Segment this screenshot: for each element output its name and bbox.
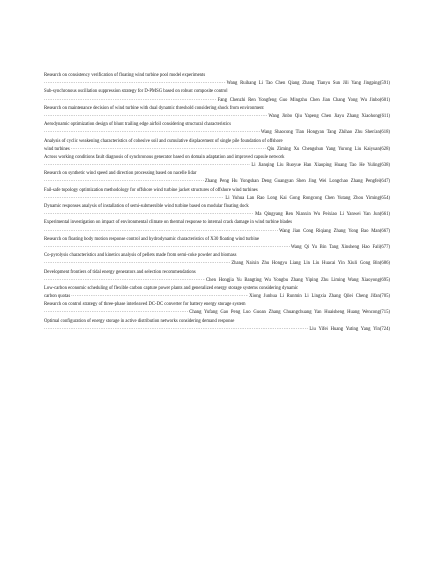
author-line [44, 146, 390, 154]
page-number: (601) [379, 97, 390, 103]
authors: Li Yuhua Lan Rao Long Kai Gong Rongcong Chen Yutang Zhou Yiming [225, 195, 380, 201]
page-number: (667) [379, 228, 390, 234]
article-title: Dynamic responses analysis of installation of semi-submersible wind turbine based on modular floating dock [44, 204, 249, 209]
dot-leader [44, 277, 205, 285]
toc-entry [44, 121, 390, 137]
page-number: (661) [379, 212, 390, 218]
dot-leader [44, 129, 260, 137]
dot-leader [44, 80, 226, 88]
article-title: Research on floating body motion response control and hydrodynamic characteristics of X30 floating wind turbine [44, 236, 260, 242]
article-title-continuation: carbon quotas [44, 294, 71, 300]
authors: Liu Yifei Huang Yuting Yang Yin [309, 326, 380, 332]
toc-entry [44, 72, 390, 88]
author-line [44, 293, 390, 301]
toc-entry [44, 88, 390, 104]
toc-entry [44, 301, 390, 317]
dot-leader [44, 326, 308, 334]
authors: Chang Yufang Gao Peng Luo Guoan Zhang Chuangchuang Yan Huaisheng Huang Wencong [189, 310, 380, 316]
page-number: (654) [379, 195, 390, 201]
author-line [44, 211, 390, 219]
page-number: (591) [379, 81, 390, 87]
article-title-continuation: wind turbines [44, 146, 70, 152]
author-line [44, 97, 390, 105]
author-line [44, 195, 390, 203]
toc-entry [44, 285, 390, 301]
article-title: Low-carbon economic scheduling of flexible carbon capture power plants and generalized energy storage systems considering dynamic [44, 285, 299, 291]
dot-leader [44, 195, 224, 203]
article-title: Development frontiers of tidal energy generators and selection recommendations [44, 269, 196, 275]
toc-entry [44, 187, 390, 203]
authors: Zhang Peng Hu Yongshan Deng Guangyan Shen Jing Wei Longchao Zhang Pengfei [204, 179, 380, 185]
page-number: (705) [379, 294, 390, 300]
page-number: (638) [379, 163, 390, 169]
toc-entry [44, 138, 390, 154]
authors: Ma Qingyang Ren Nianxin Wu Peixiao Li Yanwei Yan Jun [255, 212, 380, 218]
article-title: Optimal configuration of energy storage in active distribution networks considering demand response [44, 318, 235, 324]
toc-entry [44, 203, 390, 219]
dot-leader [44, 178, 204, 186]
toc-entry [44, 219, 390, 235]
article-title: Experimental investigation on impact of environmental climate on thermal response to internal crack damage in wind turbine blades [44, 220, 292, 226]
author-line [44, 260, 390, 268]
toc-entry [44, 105, 390, 121]
authors: Wang Shaocong Tian Hongyan Tang Zhihao Zhu Shen'an [260, 130, 380, 136]
article-title: Aerodynamic optimization design of blunt trailing edge airfoil considering structural characteristics [44, 122, 231, 128]
dot-leader [44, 309, 188, 317]
article-title: Analysis of cyclic weakening characteristics of cohesive soil and cumulative displacement of single pile foundation of offshore [44, 138, 283, 144]
dot-leader [44, 162, 250, 170]
author-line [44, 162, 390, 170]
authors: Chen Hongjia Yu Bangting Wu Yongbu Zhang Yiping Zhu Liming Wang Xiaoyong [206, 277, 380, 283]
article-title: Research on consistency verification of floating wind turbine pool model experiments [44, 73, 206, 78]
page-number: (686) [379, 261, 390, 267]
author-line [44, 129, 390, 137]
toc-entry [44, 154, 390, 170]
authors: Wang Qi Yu Bin Tang Xinsheng Hao Fali [290, 244, 380, 250]
toc-entry [44, 252, 390, 268]
toc-entry [44, 318, 390, 334]
dot-leader [44, 228, 278, 236]
author-line [44, 244, 390, 252]
authors: Qiu Ziming Xu Chengshun Yang Yurong Liu Kaiyuan [267, 146, 380, 152]
author-line [44, 309, 390, 317]
page-number: (695) [379, 277, 390, 283]
table-of-contents [44, 72, 390, 334]
toc-entry [44, 236, 390, 252]
toc-entry [44, 170, 390, 186]
authors: Xiong Junhua Li Runmin Li Lingxia Zhang Qilei Cheng Jifan [249, 294, 380, 300]
article-title: Fail-safe topology optimization methodology for offshore wind turbine jacket structures of offshore wind turbines [44, 187, 258, 193]
page-number: (618) [379, 130, 390, 136]
dot-leader [44, 244, 290, 252]
authors: Li Jianqing Liu Ruoyue Han Xiaoping Huang Tao He Yuling [251, 163, 380, 169]
author-line [44, 178, 390, 186]
article-title: Sub-synchronous oscillation suppression strategy for D-PMSG based on robust composite control [44, 89, 228, 95]
author-line [44, 326, 390, 334]
article-title: Research on maintenance decision of wind turbine with dual dynamic threshold considering shock from environment [44, 105, 264, 111]
dot-leader [44, 113, 267, 121]
page-number: (611) [380, 113, 390, 119]
author-line [44, 277, 390, 285]
authors: Wang Ruihang Li Tao Chen Qiang Zhang Tianyu Sun Jili Yang Jingping [226, 81, 380, 87]
page-number: (715) [379, 310, 390, 316]
page-number: (677) [379, 244, 390, 250]
authors: Wang Jian Cong Riqiang Zhang Yong Bao Man [279, 228, 380, 234]
authors: Wang Jinbo Qiu Yapeng Chen Jiayu Zhang Xiaohong [268, 113, 381, 119]
page-number: (724) [379, 326, 390, 332]
authors: Fang Chenzhi Ren Yongfeng Guo Mingzhu Chen Jian Chang Yong Wu Jinbo [217, 97, 380, 103]
dot-leader [44, 211, 254, 219]
dot-leader [71, 293, 248, 301]
author-line [44, 113, 390, 121]
page-number: (628) [379, 146, 390, 152]
article-title: Research on synthetic wind speed and direction processing based on nacelle lidar [44, 171, 197, 177]
toc-entry [44, 269, 390, 285]
article-title: Across working conditions fault diagnosis of synchronous generator based on domain adaptation and improved capsule network [44, 154, 285, 160]
dot-leader [44, 260, 230, 268]
article-title: Research on control strategy of three-phase interleaved DC-DC converter for battery energy storage system [44, 302, 246, 308]
author-line [44, 80, 390, 88]
dot-leader [44, 97, 217, 105]
dot-leader [71, 146, 267, 154]
author-line [44, 228, 390, 236]
authors: Zhang Naixin Zhu Hongyu Liang Lin Liu Huacai Yin Xiuli Gong Bin [231, 261, 380, 267]
article-title: Co-pyrolysis characteristics and kinetics analysis of pellets made from semi-coke powder and biomass [44, 253, 237, 259]
page-number: (647) [379, 179, 390, 185]
